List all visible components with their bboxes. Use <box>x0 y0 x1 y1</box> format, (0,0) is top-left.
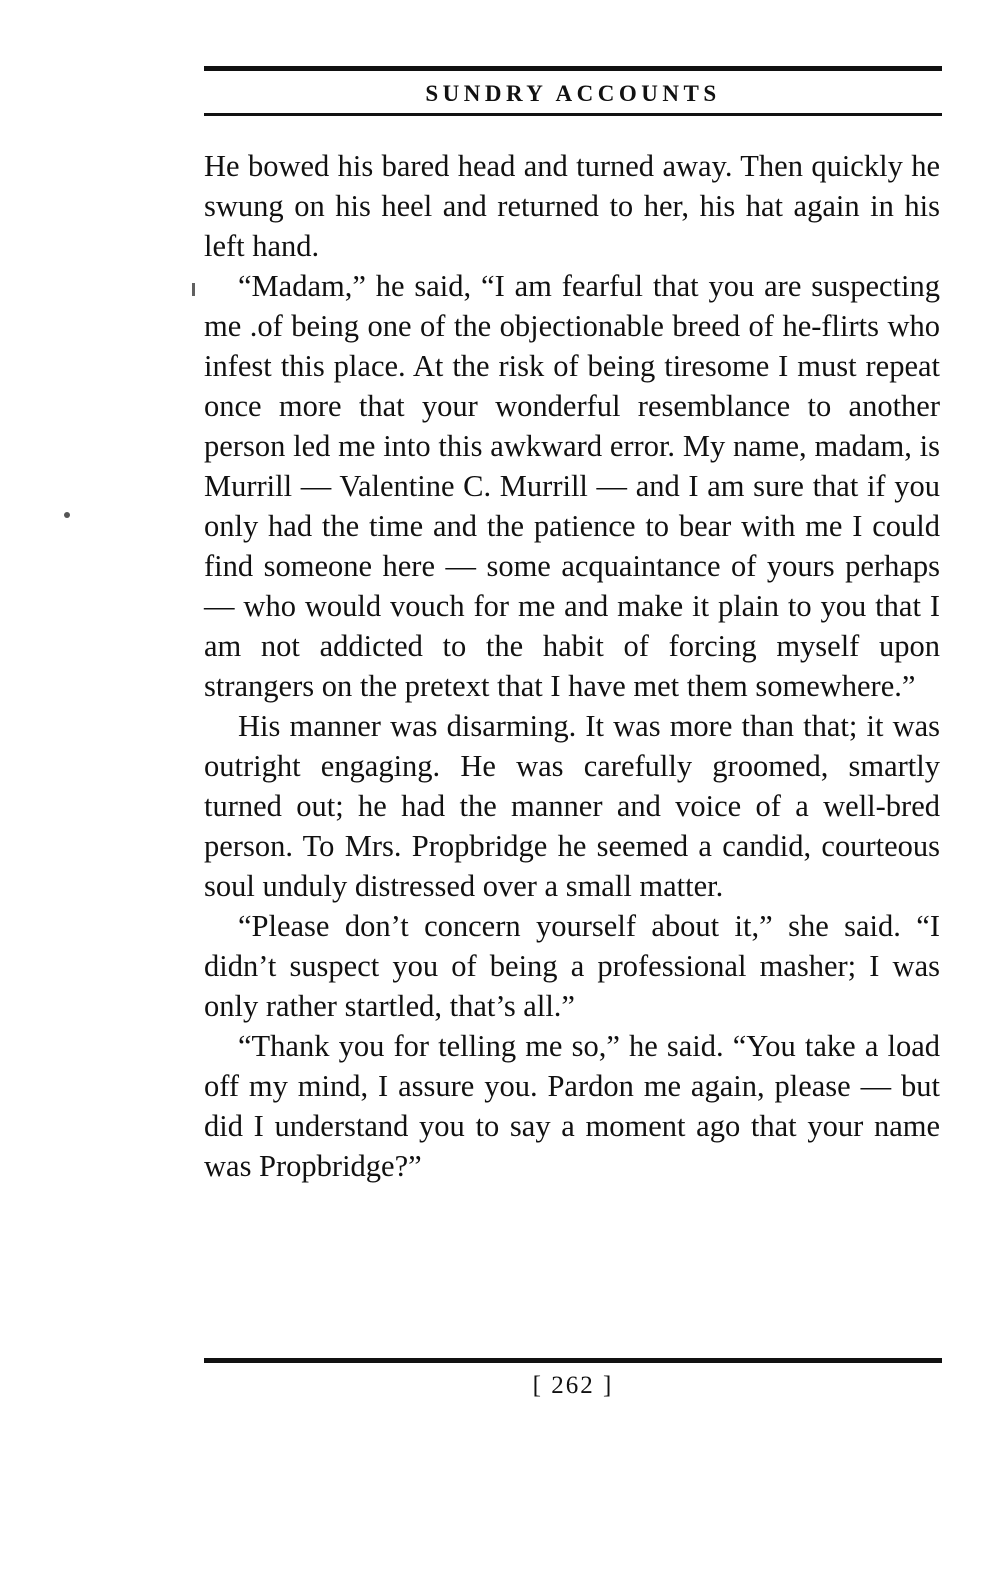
margin-dot-icon <box>64 512 70 518</box>
page-header <box>204 66 942 116</box>
paragraph: He bowed his bared head and turned away. Then quickly he swung on his heel and returned to her, his hat again in his left hand. <box>204 149 940 263</box>
header-rule-bottom <box>204 113 942 116</box>
paragraph: “Thank you for telling me so,” he said. “You take a load off my mind, I assure you. Pardon me again, please — but did I understand you to say a moment ago that your name was Propbridge?” <box>204 1029 940 1183</box>
page-footer <box>204 1358 942 1400</box>
body-text <box>204 146 940 1186</box>
paragraph: “Please don’t concern yourself about it,” she said. “I didn’t suspect you of being a professional masher; I was only rather startled, that’s all.” <box>204 909 940 1023</box>
paragraph: “Madam,” he said, “I am fearful that you are suspecting me .of being one of the objectionable breed of he-flirts who infest this place. At the risk of being tiresome I must repeat once more that your wonderful resemblance to another person led me into this awkward error. My name, madam, is Murrill — Valentine C. Murrill — and I am sure that if you only had the time and the patience to bear with me I could find someone here — some acquaintance of yours perhaps — who would vouch for me and make it plain to you that I am not addicted to the habit of forcing myself upon strangers on the pretext that I have met them somewhere.” <box>204 269 940 703</box>
paragraph: His manner was disarming. It was more than that; it was outright engaging. He was carefully groomed, smartly turned out; he had the manner and voice of a well-bred person. To Mrs. Propbridge he seemed a candid, courteous soul unduly distressed over a small matter. <box>204 709 940 903</box>
page-number: [ 262 ] <box>532 1372 614 1399</box>
margin-speck-icon <box>192 283 195 296</box>
running-head: SUNDRY ACCOUNTS <box>425 81 721 106</box>
